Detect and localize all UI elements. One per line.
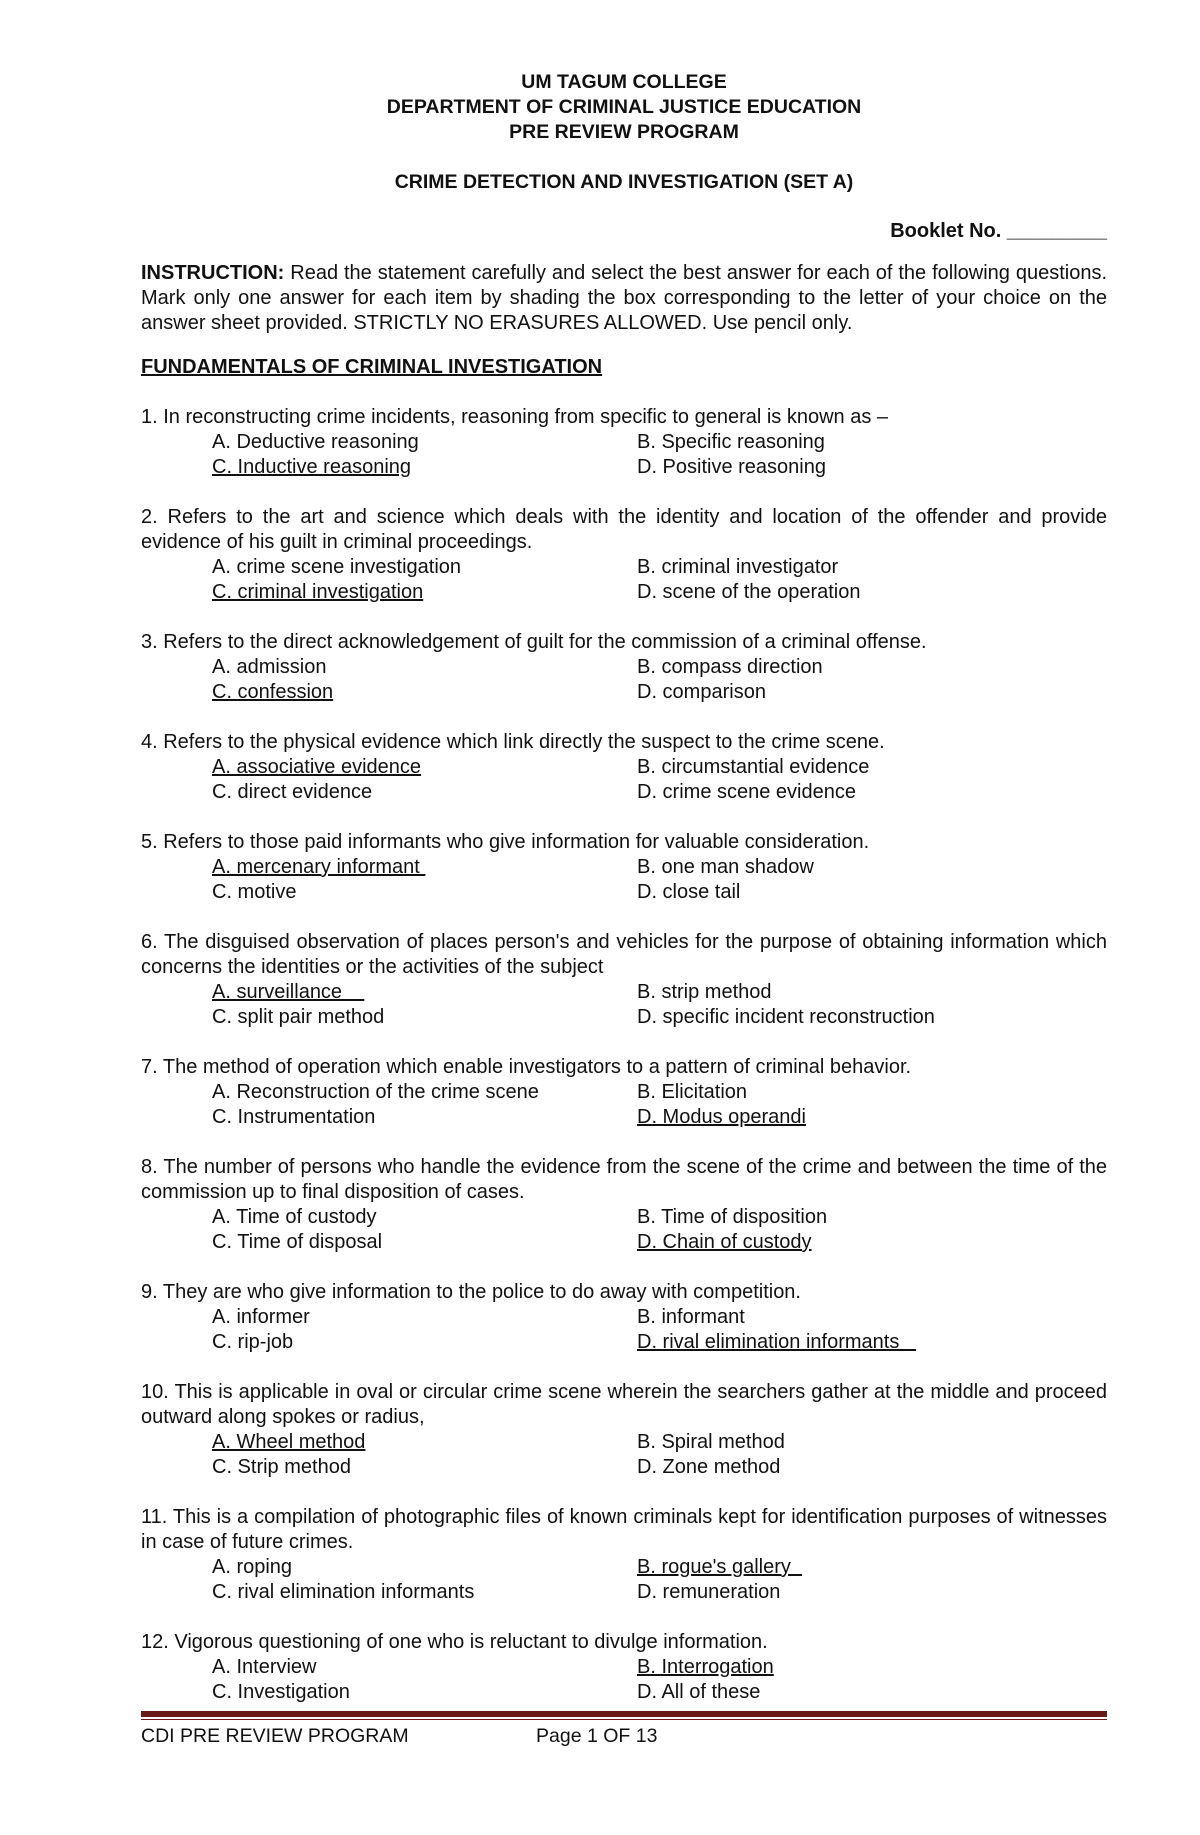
option-b: B. criminal investigator: [637, 556, 839, 578]
instruction-paragraph: [141, 261, 1107, 336]
question-text: 7. The method of operation which enable investigators to a pattern of criminal behavior.: [141, 1056, 912, 1078]
option-a: A. admission: [212, 656, 327, 678]
option-c-answer: C. criminal investigation: [212, 581, 424, 603]
option-b: B. compass direction: [637, 656, 823, 678]
option-a: A. Time of custody: [212, 1206, 377, 1228]
question-text: 3. Refers to the direct acknowledgement of guilt for the commission of a criminal offense.: [141, 631, 927, 653]
option-d: D. comparison: [637, 681, 766, 703]
question-text: 11. This is a compilation of photographic files of known criminals kept for identification purposes of witnesses in case of future crimes.: [141, 1506, 1107, 1553]
option-c: C. rip-job: [212, 1331, 294, 1353]
option-a: A. Deductive reasoning: [212, 431, 419, 453]
option-b: B. Specific reasoning: [637, 431, 825, 453]
question-item: [141, 630, 1107, 705]
question-text: 2. Refers to the art and science which deals with the identity and location of the offender and provide evidence of his guilt in criminal proceedings.: [141, 506, 1107, 553]
option-a: A. informer: [212, 1306, 310, 1328]
question-item: [141, 1380, 1107, 1480]
question-item: [141, 1155, 1107, 1255]
section-title: FUNDAMENTALS OF CRIMINAL INVESTIGATION: [141, 356, 603, 378]
option-d-answer: D. Modus operandi: [637, 1106, 806, 1128]
question-text: 4. Refers to the physical evidence which link directly the suspect to the crime scene.: [141, 731, 885, 753]
instruction-text: Read the statement carefully and select the best answer for each of the following questions. Mark only one answer for each item by shading the box corresponding to the letter of your choice on the answer sheet provided. STRICTLY NO ERASURES ALLOWED. Use pencil only.: [141, 262, 1107, 334]
question-item: [141, 1280, 1107, 1355]
exam-title: CRIME DETECTION AND INVESTIGATION (SET A): [394, 171, 854, 193]
question-text: 10. This is applicable in oval or circular crime scene wherein the searchers gather at the middle and proceed outward along spokes or radius,: [141, 1381, 1107, 1428]
question-item: [141, 930, 1107, 1030]
option-b-answer: B. rogue's gallery: [637, 1556, 803, 1578]
question-item: [141, 1055, 1107, 1130]
option-b-answer: B. Interrogation: [637, 1656, 774, 1678]
option-d: D. Positive reasoning: [637, 456, 826, 478]
option-a: A. crime scene investigation: [212, 556, 462, 578]
option-d: D. Zone method: [637, 1456, 781, 1478]
option-a-answer: A. surveillance: [212, 981, 365, 1003]
question-list: [141, 405, 1107, 1705]
option-b: B. Spiral method: [637, 1431, 785, 1453]
option-d: D. scene of the operation: [637, 581, 861, 603]
question-text: 5. Refers to those paid informants who give information for valuable consideration.: [141, 831, 870, 853]
question-item: [141, 1630, 1107, 1705]
option-c: C. Time of disposal: [212, 1231, 383, 1253]
page-number: Page 1 OF 13: [536, 1725, 658, 1747]
exam-page: [141, 70, 1107, 1705]
option-a: A. Reconstruction of the crime scene: [212, 1081, 539, 1103]
question-item: [141, 730, 1107, 805]
option-d: D. crime scene evidence: [637, 781, 856, 803]
option-b: B. one man shadow: [637, 856, 814, 878]
option-c: C. Investigation: [212, 1681, 350, 1703]
question-item: [141, 1505, 1107, 1605]
option-c-answer: C. confession: [212, 681, 334, 703]
option-c-answer: C. Inductive reasoning: [212, 456, 412, 478]
college-name: UM TAGUM COLLEGE: [521, 71, 727, 93]
department-name: DEPARTMENT OF CRIMINAL JUSTICE EDUCATION: [386, 96, 862, 118]
footer-rule: [141, 1711, 1107, 1717]
option-b: B. circumstantial evidence: [637, 756, 870, 778]
option-a: A. Interview: [212, 1656, 317, 1678]
option-c: C. Strip method: [212, 1456, 351, 1478]
question-text: 12. Vigorous questioning of one who is reluctant to divulge information.: [141, 1631, 768, 1653]
option-d: D. close tail: [637, 881, 741, 903]
page-footer: [141, 1724, 657, 1749]
question-text: 9. They are who give information to the police to do away with competition.: [141, 1281, 801, 1303]
option-b: B. Elicitation: [637, 1081, 748, 1103]
option-d-answer: D. Chain of custody: [637, 1231, 812, 1253]
instruction-label: INSTRUCTION:: [141, 262, 285, 284]
option-a: A. roping: [212, 1556, 293, 1578]
footer-program: CDI PRE REVIEW PROGRAM: [141, 1725, 409, 1747]
option-c: C. direct evidence: [212, 781, 373, 803]
option-b: B. strip method: [637, 981, 772, 1003]
option-c: C. Instrumentation: [212, 1106, 376, 1128]
question-text: 1. In reconstructing crime incidents, reasoning from specific to general is known as –: [141, 406, 889, 428]
option-c: C. split pair method: [212, 1006, 385, 1028]
option-c: C. motive: [212, 881, 297, 903]
option-a-answer: A. mercenary informant: [212, 856, 426, 878]
question-item: [141, 505, 1107, 605]
question-text: 6. The disguised observation of places person's and vehicles for the purpose of obtaining information which concerns the identities or the activities of the subject: [141, 931, 1107, 978]
question-text: 8. The number of persons who handle the evidence from the scene of the crime and between the time of the commission up to final disposition of cases.: [141, 1156, 1107, 1203]
option-d: D. remuneration: [637, 1581, 781, 1603]
program-name: PRE REVIEW PROGRAM: [509, 121, 739, 143]
footer-rule-thin: [141, 1719, 1107, 1720]
booklet-number: Booklet No. _________: [890, 220, 1107, 242]
question-item: [141, 830, 1107, 905]
option-a-answer: A. associative evidence: [212, 756, 422, 778]
option-b: B. Time of disposition: [637, 1206, 828, 1228]
option-c: C. rival elimination informants: [212, 1581, 475, 1603]
option-a-answer: A. Wheel method: [212, 1431, 366, 1453]
option-d: D. specific incident reconstruction: [637, 1006, 935, 1028]
option-d: D. All of these: [637, 1681, 761, 1703]
option-d-answer: D. rival elimination informants: [637, 1331, 916, 1353]
question-item: [141, 405, 1107, 480]
option-b: B. informant: [637, 1306, 745, 1328]
